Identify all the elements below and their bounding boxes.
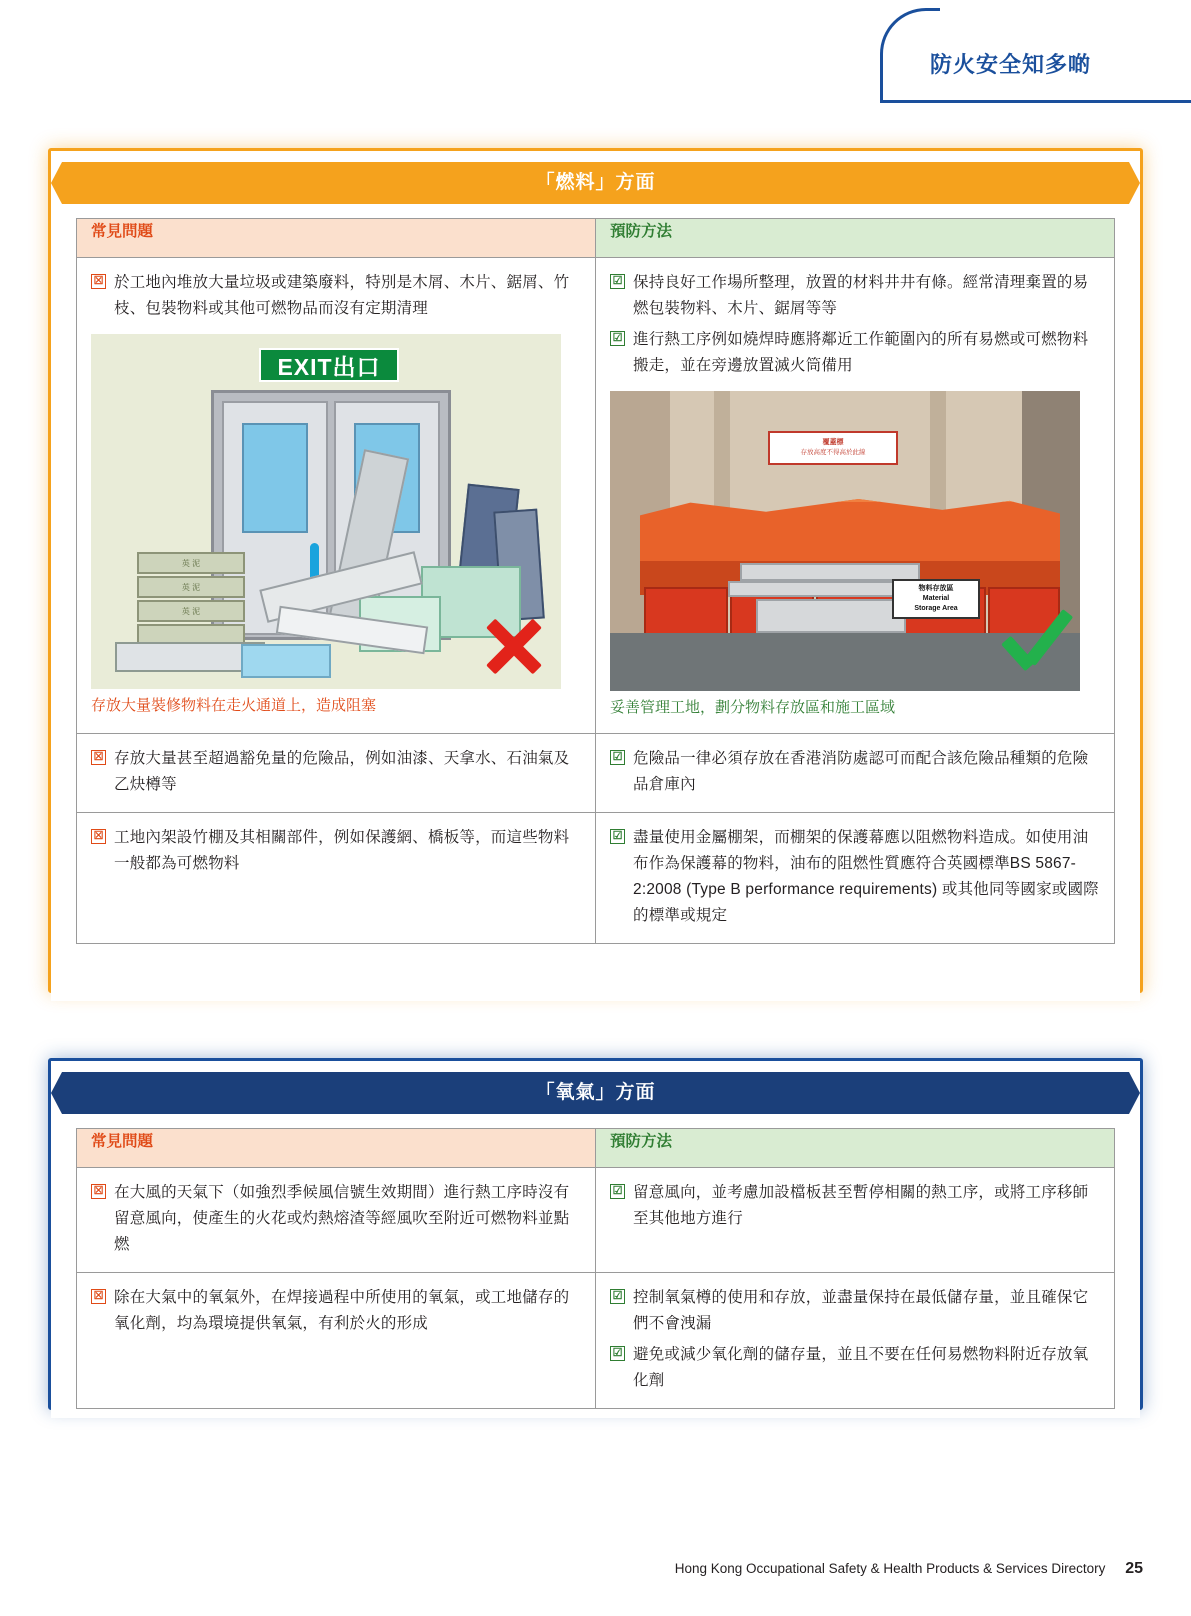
list-item bbox=[610, 1342, 1100, 1394]
red-crate bbox=[644, 587, 728, 639]
image-caption-bad: 存放大量裝修物料在走火通道上，造成阻塞 bbox=[91, 697, 377, 714]
page-header bbox=[0, 0, 1191, 110]
table-header-row bbox=[77, 1129, 1115, 1168]
exit-sign: EXIT出口 bbox=[259, 348, 399, 382]
list-item-label: 除在大氣中的氧氣外，在焊接過程中所使用的氧氣，或工地儲存的氧化劑，均為環境提供氧氣，有利於火的形成 bbox=[114, 1289, 570, 1332]
col-header-problem: 常見問題 bbox=[77, 1129, 596, 1168]
cross-box-icon: ☒ bbox=[91, 274, 106, 289]
green-box bbox=[241, 644, 331, 678]
section-fuel-band: 「燃料」方面 bbox=[62, 162, 1129, 204]
list-item bbox=[610, 1285, 1100, 1337]
fuel-table bbox=[76, 218, 1115, 944]
grey-material-bundle bbox=[756, 599, 906, 633]
col-header-prevention: 預防方法 bbox=[596, 1129, 1115, 1168]
list-item bbox=[610, 825, 1100, 929]
section-oxygen bbox=[48, 1058, 1143, 1410]
door-window bbox=[242, 423, 308, 533]
check-box-icon: ☑ bbox=[610, 829, 625, 844]
list-item-label: 於工地內堆放大量垃圾或建築廢料，特別是木屑、木片、鋸屑、竹枝、包裝物料或其他可燃物品而沒有定期清理 bbox=[114, 274, 570, 317]
check-box-icon: ☑ bbox=[610, 274, 625, 289]
height-limit-sign: 覆蓋標 存放高度不得高於此線 bbox=[768, 431, 898, 465]
cement-bag-stack bbox=[137, 552, 245, 644]
table-row bbox=[77, 1273, 1115, 1409]
cell-prevention bbox=[596, 813, 1115, 944]
list-item-label: 進行熱工序例如燒焊時應將鄰近工作範圍內的所有易燃或可燃物料搬走，並在旁邊放置滅火筒備用 bbox=[633, 331, 1089, 374]
list-item bbox=[91, 1180, 581, 1258]
material-storage-area-sign: 物料存放區 Material Storage Area bbox=[892, 579, 980, 619]
list-item bbox=[91, 825, 581, 877]
list-item-label: 危險品一律必須存放在香港消防處認可而配合該危險品種類的危險品倉庫內 bbox=[633, 750, 1089, 793]
check-box-icon: ☑ bbox=[610, 750, 625, 765]
cell-prevention bbox=[596, 1273, 1115, 1409]
cross-box-icon: ☒ bbox=[91, 750, 106, 765]
cement-bag: 英 泥 bbox=[137, 552, 245, 574]
list-item bbox=[610, 270, 1100, 322]
cell-prevention bbox=[596, 1168, 1115, 1273]
cell-problem bbox=[77, 734, 596, 813]
footer-text: Hong Kong Occupational Safety & Health Products & Services Directory bbox=[674, 1561, 1106, 1576]
cell-prevention bbox=[596, 734, 1115, 813]
list-item-label: 存放大量甚至超過豁免量的危險品，例如油漆、天拿水、石油氣及乙炔樽等 bbox=[114, 750, 570, 793]
list-item bbox=[610, 746, 1100, 798]
table-header-row bbox=[77, 219, 1115, 258]
tick-mark-icon bbox=[990, 607, 1076, 687]
list-item bbox=[91, 270, 581, 322]
list-item bbox=[91, 1285, 581, 1337]
cell-problem bbox=[77, 813, 596, 944]
col-header-problem: 常見問題 bbox=[77, 219, 596, 258]
illustration-material-storage bbox=[610, 391, 1080, 691]
list-item bbox=[610, 327, 1100, 379]
list-item bbox=[91, 746, 581, 798]
illustration-blocked-exit bbox=[91, 334, 561, 689]
table-row bbox=[77, 813, 1115, 944]
section-fuel bbox=[48, 148, 1143, 993]
cement-bag: 英 泥 bbox=[137, 600, 245, 622]
section-oxygen-band: 「氧氣」方面 bbox=[62, 1072, 1129, 1114]
list-item-label: 控制氧氣樽的使用和存放，並盡量保持在最低儲存量，並且確保它們不會洩漏 bbox=[633, 1289, 1089, 1332]
list-item bbox=[610, 1180, 1100, 1232]
cell-problem bbox=[77, 1273, 596, 1409]
check-box-icon: ☑ bbox=[610, 1289, 625, 1304]
table-row bbox=[77, 258, 1115, 734]
page-footer bbox=[0, 1560, 1143, 1578]
list-item-label: 盡量使用金屬棚架，而棚架的保護幕應以阻燃物料造成。如使用油布作為保護幕的物料，油布的阻燃性質應符合英國標準BS 5867-2:2008 (Type B performance requirements) 或其他同等國家或國際的標準或規定 bbox=[633, 829, 1099, 924]
image-caption-good: 妥善管理工地，劃分物料存放區和施工區域 bbox=[610, 699, 896, 716]
check-box-icon: ☑ bbox=[610, 1346, 625, 1361]
list-item-label: 留意風向，並考慮加設檔板甚至暫停相關的熱工序，或將工序移師至其他地方進行 bbox=[633, 1184, 1089, 1227]
cross-box-icon: ☒ bbox=[91, 1289, 106, 1304]
cross-box-icon: ☒ bbox=[91, 829, 106, 844]
list-item-label: 保持良好工作場所整理，放置的材料井井有條。經常清理棄置的易燃包裝物料、木片、鋸屑等等 bbox=[633, 274, 1089, 317]
list-item-label: 工地內架設竹棚及其相關部件，例如保護網、橋板等，而這些物料一般都為可燃物料 bbox=[114, 829, 570, 872]
oxygen-table bbox=[76, 1128, 1115, 1409]
list-item-label: 避免或減少氧化劑的儲存量，並且不要在任何易燃物料附近存放氧化劑 bbox=[633, 1346, 1089, 1389]
check-box-icon: ☑ bbox=[610, 1184, 625, 1199]
cement-bag: 英 泥 bbox=[137, 576, 245, 598]
table-row bbox=[77, 734, 1115, 813]
cell-prevention bbox=[596, 258, 1115, 734]
list-item-label: 在大風的天氣下（如強烈季候風信號生效期間）進行熱工序時沒有留意風向，使產生的火花或灼熱熔渣等經風吹至附近可燃物料並點燃 bbox=[114, 1184, 570, 1253]
page-title: 防火安全知多啲 bbox=[930, 52, 1092, 77]
col-header-prevention: 預防方法 bbox=[596, 219, 1115, 258]
cross-box-icon: ☒ bbox=[91, 1184, 106, 1199]
cell-problem bbox=[77, 258, 596, 734]
cell-problem bbox=[77, 1168, 596, 1273]
check-box-icon: ☑ bbox=[610, 331, 625, 346]
page-number: 25 bbox=[1125, 1560, 1143, 1577]
cross-mark-icon bbox=[477, 609, 549, 681]
table-row bbox=[77, 1168, 1115, 1273]
